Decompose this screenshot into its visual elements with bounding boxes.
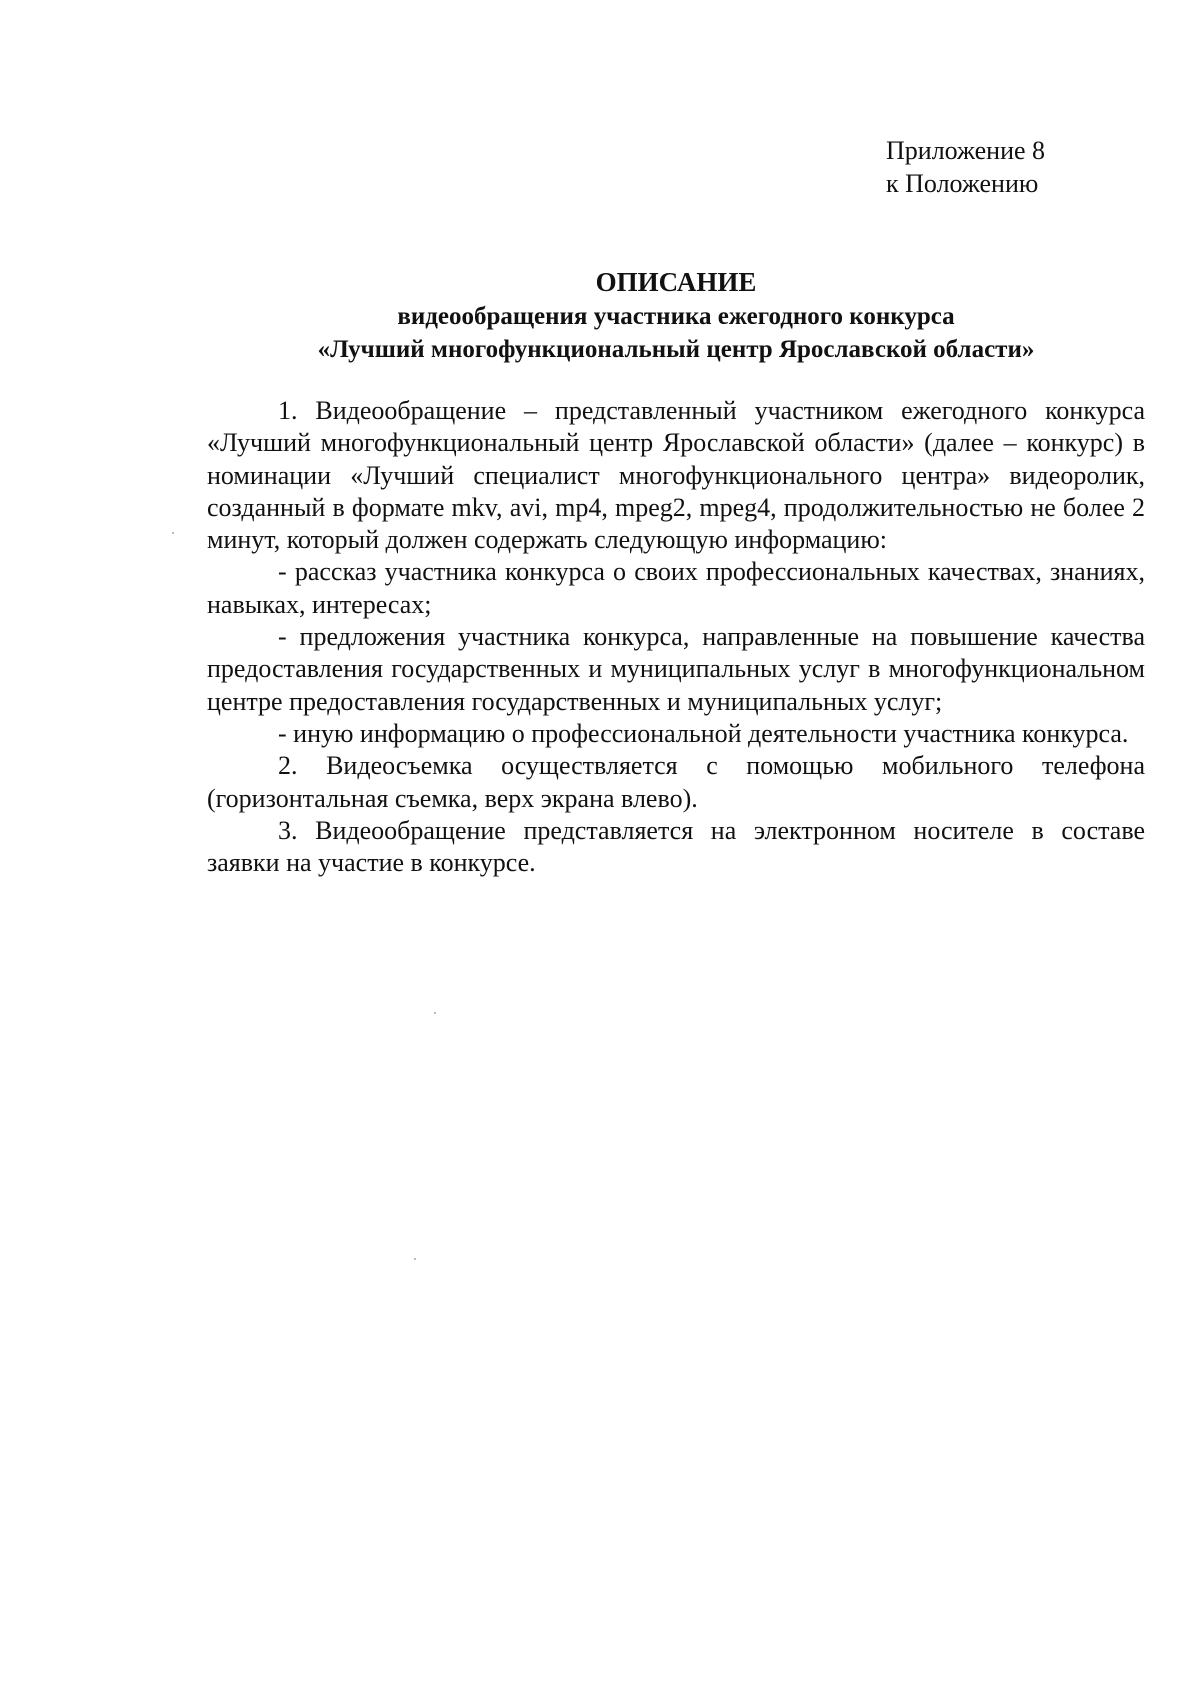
list-item-text: иную информацию о профессиональной деятельности участника конкурса. [293, 718, 1129, 748]
list-item [207, 621, 1145, 718]
appendix-line-1: Приложение 8 [886, 136, 1046, 165]
list-item-text: рассказ участника конкурса о своих профессиональных качествах, знаниях, навыках, интересах; [207, 557, 1145, 619]
list-item-dash: - [278, 718, 287, 748]
list-item [207, 718, 1145, 750]
list-item-text: предложения участника конкурса, направленные на повышение качества предоставления государственных и муниципальных услуг в многофункциональном центре предоставления государственных и муниципальных услуг; [207, 622, 1146, 716]
document-body [207, 395, 1145, 879]
paragraph-3-text: Видеообращение представляется на электронном носителе в составе заявки на участие в конкурсе. [207, 815, 1146, 878]
paragraph-3 [207, 815, 1145, 880]
document-title: ОПИСАНИЕ [595, 267, 757, 297]
document-subtitle-line-2: «Лучший многофункциональный центр Ярославской области» [317, 336, 1035, 363]
paragraph-2 [207, 750, 1145, 815]
document-heading [206, 264, 1146, 366]
paragraph-3-number: 3. [278, 815, 298, 845]
scan-speck [434, 1012, 436, 1014]
list-item [207, 556, 1145, 621]
paragraph-1-text: Видеообращение – представленный участником ежегодного конкурса «Лучший многофункциональный центр Ярославской области» (далее – конкурс) в номинации «Лучший специалист многофункционального центра» видеоролик, созданный в формате mkv, avi, mp4, mpeg2, mpeg4, продолжительностью не более 2 минут, который должен содержать следующую информацию: [207, 396, 1145, 555]
list-item-dash: - [278, 557, 287, 587]
paragraph-1 [207, 395, 1145, 556]
appendix-reference [886, 134, 1045, 200]
document-subtitle-line-1: видеообращения участника ежегодного конкурса [397, 303, 955, 330]
appendix-line-2: к Положению [886, 169, 1039, 198]
scan-speck [414, 1258, 416, 1260]
paragraph-1-number: 1. [278, 396, 298, 425]
paragraph-2-number: 2. [278, 751, 298, 781]
list-item-dash: - [278, 622, 287, 652]
paragraph-2-text: Видеосъемка осуществляется с помощью мобильного телефона (горизонтальная съемка, верх экрана влево). [207, 751, 1146, 813]
scan-speck [172, 532, 174, 534]
